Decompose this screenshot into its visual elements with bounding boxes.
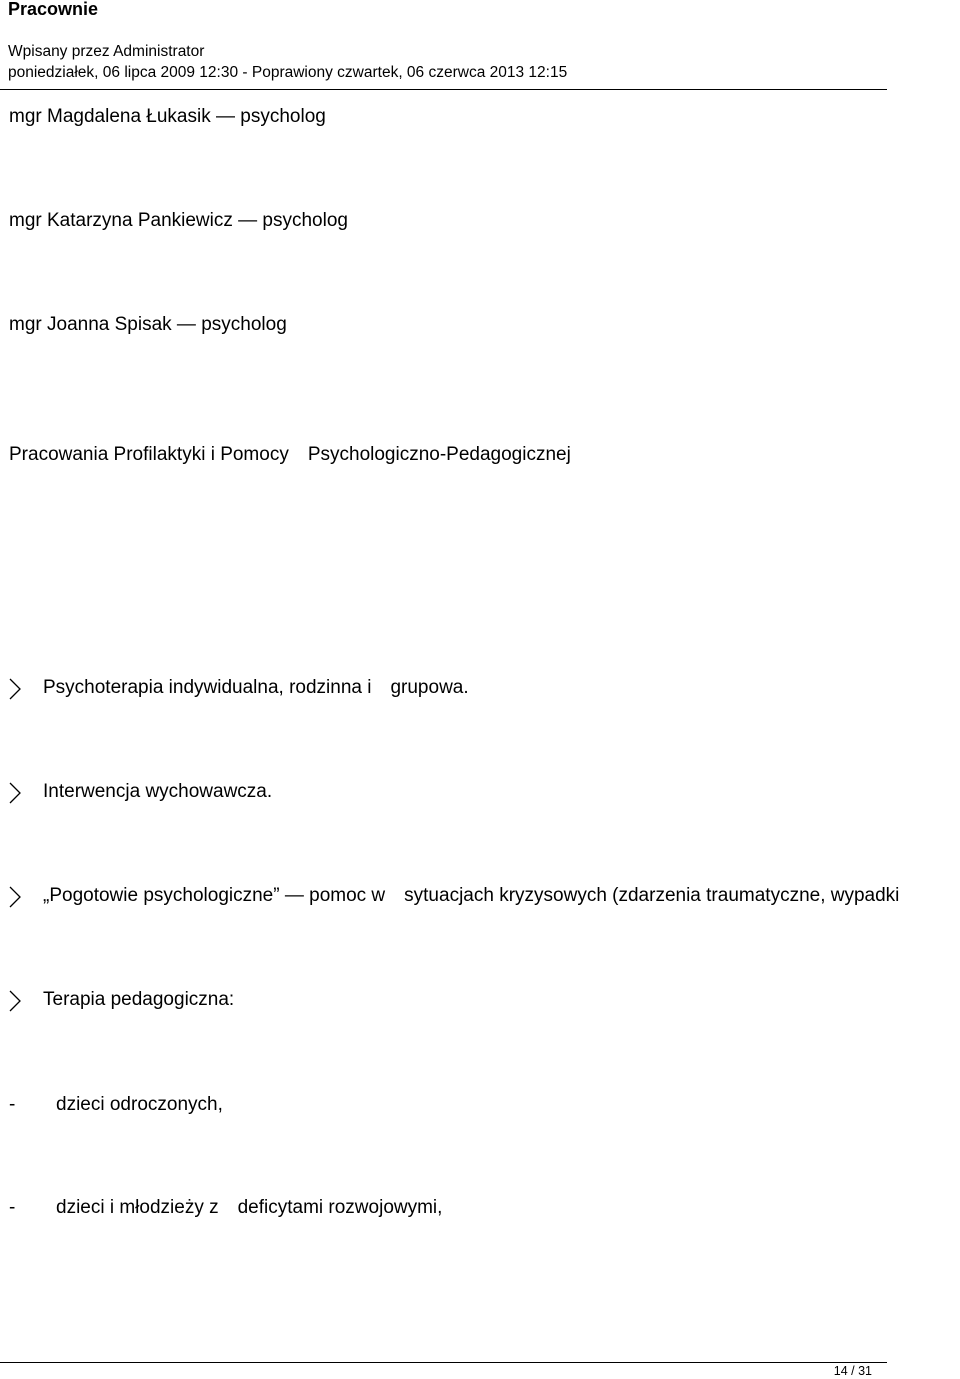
- header-divider: [0, 89, 887, 90]
- service-item: Psychoterapia indywidualna, rodzinna i grupowa.: [43, 677, 469, 698]
- staff-member: mgr Joanna Spisak — psycholog: [9, 314, 287, 335]
- service-item: „Pogotowie psychologiczne” — pomoc w sytuacjach kryzysowych (zdarzenia traumatyczne, wypadki: [43, 885, 900, 906]
- bullet-icon: [9, 885, 23, 909]
- bullet-icon: [9, 677, 23, 701]
- author-line: Wpisany przez Administrator: [8, 43, 205, 60]
- bullet-icon: [9, 781, 23, 805]
- list-marker: -: [9, 1094, 16, 1115]
- page-number: 14 / 31: [833, 1364, 872, 1378]
- service-item: Terapia pedagogiczna:: [43, 989, 235, 1010]
- date-line: poniedziałek, 06 lipca 2009 12:30 - Poprawiony czwartek, 06 czerwca 2013 12:15: [8, 64, 568, 81]
- bullet-icon: [9, 989, 23, 1013]
- staff-member: mgr Katarzyna Pankiewicz — psycholog: [9, 210, 348, 231]
- footer-divider: [0, 1362, 887, 1363]
- staff-member: mgr Magdalena Łukasik — psycholog: [9, 106, 326, 127]
- therapy-item: dzieci i młodzieży z deficytami rozwojowymi,: [56, 1197, 443, 1218]
- service-item: Interwencja wychowawcza.: [43, 781, 273, 802]
- therapy-item: dzieci odroczonych,: [56, 1094, 223, 1115]
- page-title: Pracownie: [8, 0, 99, 19]
- section-title: Pracowania Profilaktyki i Pomocy Psychologiczno-Pedagogicznej: [9, 444, 571, 465]
- list-marker: -: [9, 1197, 16, 1218]
